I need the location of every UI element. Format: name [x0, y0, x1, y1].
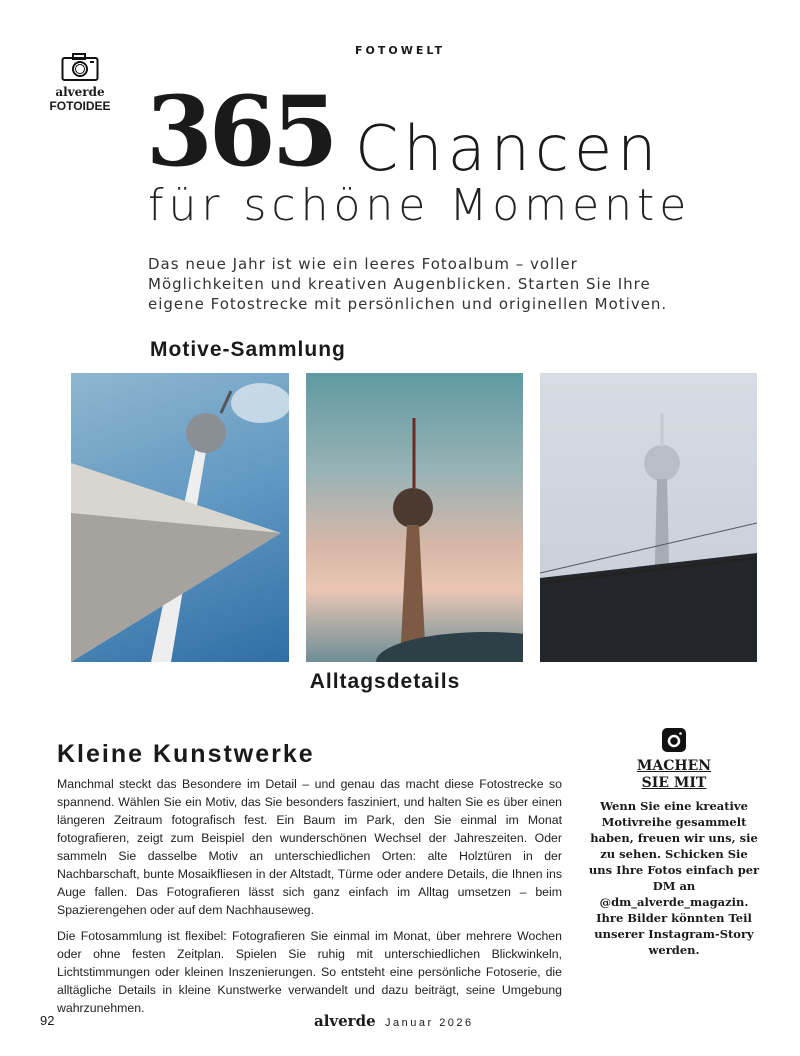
- photo-tv-tower-fog: [540, 373, 757, 662]
- gallery-caption: Alltagsdetails: [309, 670, 461, 693]
- sidebar-box: [588, 728, 760, 958]
- article-paragraph: Manchmal steckt das Besondere im Detail – und genau das macht diese Fotostrecke so spannend. Wählen Sie ein Motiv, das Sie besonders fasziniert, und halten Sie es über einen längeren Zeitraum fotografisch fest. Ein Baum im Park, den Sie einmal im Monat fotografieren, zeigt zum Beispiel den wunderschönen Wechsel der Jahreszeiten. Oder sammeln Sie dasselbe Motiv an unterschiedlichen Orten: alte Holztüren in der Nachbarschaft, bunte Mosaikfliesen in der Altstadt, Türme oder andere Details, die Ihnen ins Auge fallen. Das Fotografieren lässt sich ganz einfach im Alltag umsetzen – beim Spazierengehen oder auf dem Nachhauseweg.: [57, 777, 562, 917]
- intro-text: Das neue Jahr ist wie ein leeres Fotoalbum – voller Möglichkeiten und kreativen Augenblicken. Starten Sie Ihre eigene Fotostrecke mit persönlichen und originellen Motiven.: [148, 255, 668, 313]
- camera-icon: [61, 52, 99, 82]
- logo-brand: alverde: [55, 85, 105, 99]
- page-number: 92: [40, 1013, 55, 1028]
- headline-number: 365: [146, 75, 335, 188]
- fotoidee-logo: [40, 52, 120, 113]
- article-body: [57, 775, 562, 1017]
- photo-tv-tower-sunset: [306, 373, 523, 662]
- gallery-title: Motive-Sammlung: [150, 338, 346, 361]
- logo-label: FOTOIDEE: [49, 99, 111, 113]
- footer-issue: Januar 2026: [385, 1017, 474, 1029]
- article-paragraph: Die Fotosammlung ist flexibel: Fotografieren Sie einmal im Monat, über mehrere Wochen oder ohne festen Zeitplan. Spielen Sie ruhig mit unterschiedlichen Blickwinkeln, Lichtstimmungen oder kleinen Inszenierungen. So entsteht eine persönliche Fotoserie, die alltägliche Details in kleine Kunstwerke verwandelt und dazu beiträgt, seine Umgebung wahrzunehmen.: [57, 929, 562, 1015]
- sidebar-title-line2: SIE MIT: [641, 775, 707, 791]
- headline-word: Chancen: [355, 112, 662, 185]
- headline-subtitle: für schöne Momente: [148, 180, 692, 231]
- photo-tv-tower-low-angle: [71, 373, 289, 662]
- sidebar-text: Wenn Sie eine kreative Motivreihe gesammelt haben, freuen wir uns, sie zu sehen. Schicken Sie uns Ihre Fotos einfach per DM an @dm_alverde_magazin. Ihre Bilder könnten Teil unserer Instagram-Story werden.: [588, 799, 760, 957]
- section-rubric: FOTOWELT: [354, 44, 446, 57]
- footer-brand: alverde: [314, 1012, 376, 1030]
- instagram-icon[interactable]: [662, 728, 686, 752]
- sidebar-title-line1: MACHEN: [636, 758, 712, 774]
- article-heading: Kleine Kunstwerke: [57, 740, 315, 768]
